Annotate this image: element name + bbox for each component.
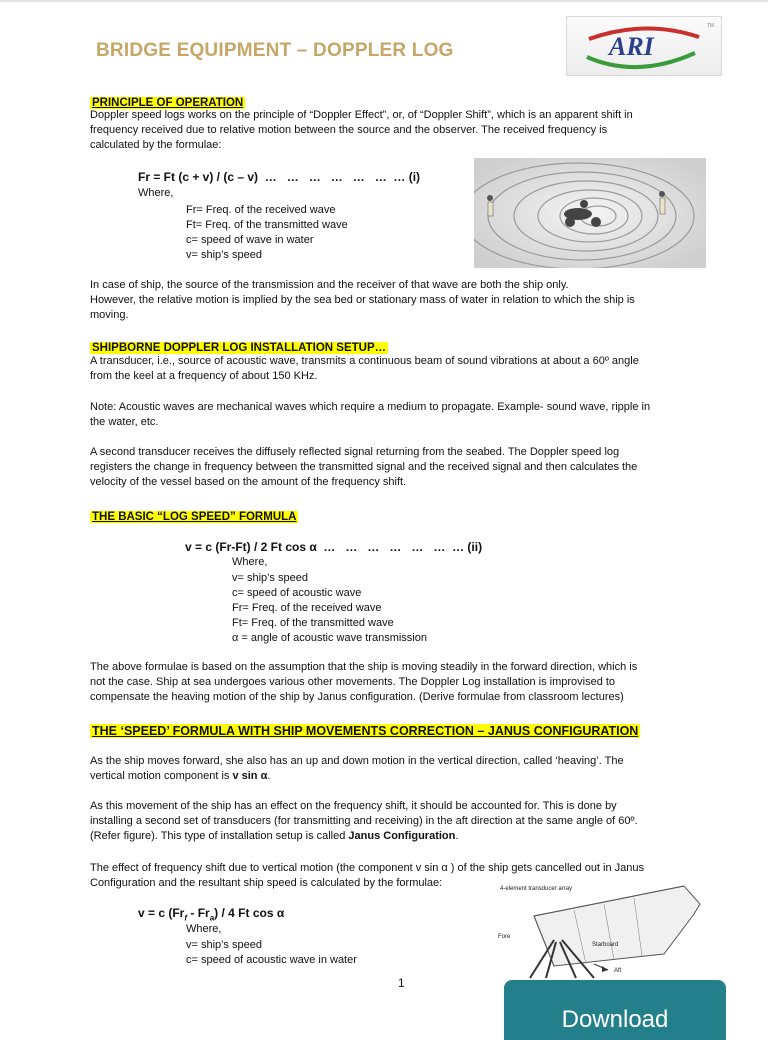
top-divider: [0, 0, 768, 2]
ari-logo: [566, 16, 722, 76]
label-fore: Fore: [498, 934, 511, 940]
acoustic-note: Note: Acoustic waves are mechanical waves which require a medium to propagate. Example- sound wave, ripple in the water, etc.: [90, 401, 651, 428]
formula-ii-definitions: v= ship’s speed c= speed of acoustic wave Fr= Freq. of the received wave Ft= Freq. of the transmitted wave α = angle of acoustic wave transmission: [232, 572, 427, 644]
label-transducer-array: 4-element transducer array: [500, 886, 573, 892]
janus-ship-figure: [494, 880, 706, 980]
assumption-paragraph: The above formulae is based on the assumption that the ship is moving steadily in the forward direction, which is not the case. Ship at sea undergoes various other movements. The Doppler Log installation is improvised to compensate the heaving motion of the ship by Janus configuration. (Derive formulae from classroom lectures): [90, 661, 638, 703]
formula-ii: v = c (Fr-Ft) / 2 Ft cos α … … … … … … … (ii): [185, 540, 483, 554]
logo-text: ARI: [609, 32, 654, 61]
label-starboard: Starboard: [592, 942, 619, 948]
page-title: BRIDGE EQUIPMENT – DOPPLER LOG: [96, 40, 454, 61]
installation-paragraph: A transducer, i.e., source of acoustic wave, transmits a continuous beam of sound vibrations at about a 60º angle from the keel at a frequency of about 150 KHz.: [90, 355, 639, 382]
logo-trademark: TM: [707, 23, 715, 29]
formula-iii-where: Where,: [186, 923, 222, 935]
ship-source-paragraph: In case of ship, the source of the transmission and the receiver of that wave are both the ship only. However, the relative motion is implied by the sea bed or stationary mass of water in relation to which the ship is moving.: [90, 279, 635, 321]
formula-i: Fr = Ft (c + v) / (c – v) … … … … … … … (i): [138, 170, 421, 184]
section-heading-installation: SHIPBORNE DOPPLER LOG INSTALLATION SETUP…: [92, 342, 387, 354]
formula-ii-where: Where,: [232, 556, 268, 568]
label-aft: Aft: [614, 968, 622, 974]
section-heading-log-speed: THE BASIC “LOG SPEED” FORMULA: [92, 511, 297, 523]
formula-iii-definitions: v= ship’s speed c= speed of acoustic wave in water: [186, 939, 357, 966]
section-heading-principle: PRINCIPLE OF OPERATION: [92, 97, 244, 109]
heaving-paragraph: As the ship moves forward, she also has an up and down motion in the vertical direction, called ‘heaving’. The vertical motion component is v sin α.: [90, 755, 624, 782]
janus-paragraph: As this movement of the ship has an effect on the frequency shift, it should be accounted for. This is done by installing a second set of transducers (for transmitting and receiving) in the aft direction at the same angle of 60º. (Refer figure). This type of installation setup is called Janus Configuration.: [90, 800, 638, 842]
principle-paragraph: Doppler speed logs works on the principle of “Doppler Effect”, or, of “Doppler Shift”, which is an apparent shift in frequency received due to relative motion between the source and the observer. The received frequency is calculated by the formulae:: [90, 109, 633, 151]
second-transducer-paragraph: A second transducer receives the diffusely reflected signal returning from the seabed. The Doppler speed log registers the change in frequency between the transmitted signal and the received signal and then calculates the velocity of the vessel based on the amount of the frequency shift.: [90, 446, 638, 488]
page-number: 1: [398, 976, 405, 990]
formula-i-definitions: Fr= Freq. of the received wave Ft= Freq. of the transmitted wave c= speed of wave in water v= ship’s speed: [186, 204, 348, 261]
download-button[interactable]: Download: [504, 980, 726, 1040]
cancellation-paragraph: The effect of frequency shift due to vertical motion (the component v sin α ) of the ship gets cancelled out in Janus Configuration and the resultant ship speed is calculated by the formulae:: [90, 862, 645, 889]
doppler-effect-figure: [474, 158, 706, 268]
formula-iii: v = c $(Fr_f - Fr_a) / 4$ Ft cos α: [138, 906, 285, 923]
section-heading-janus: THE ‘SPEED’ FORMULA WITH SHIP MOVEMENTS CORRECTION – JANUS CONFIGURATION: [92, 724, 639, 738]
ari-logo-graphic: [567, 17, 721, 75]
formula-i-where: Where,: [138, 187, 174, 199]
